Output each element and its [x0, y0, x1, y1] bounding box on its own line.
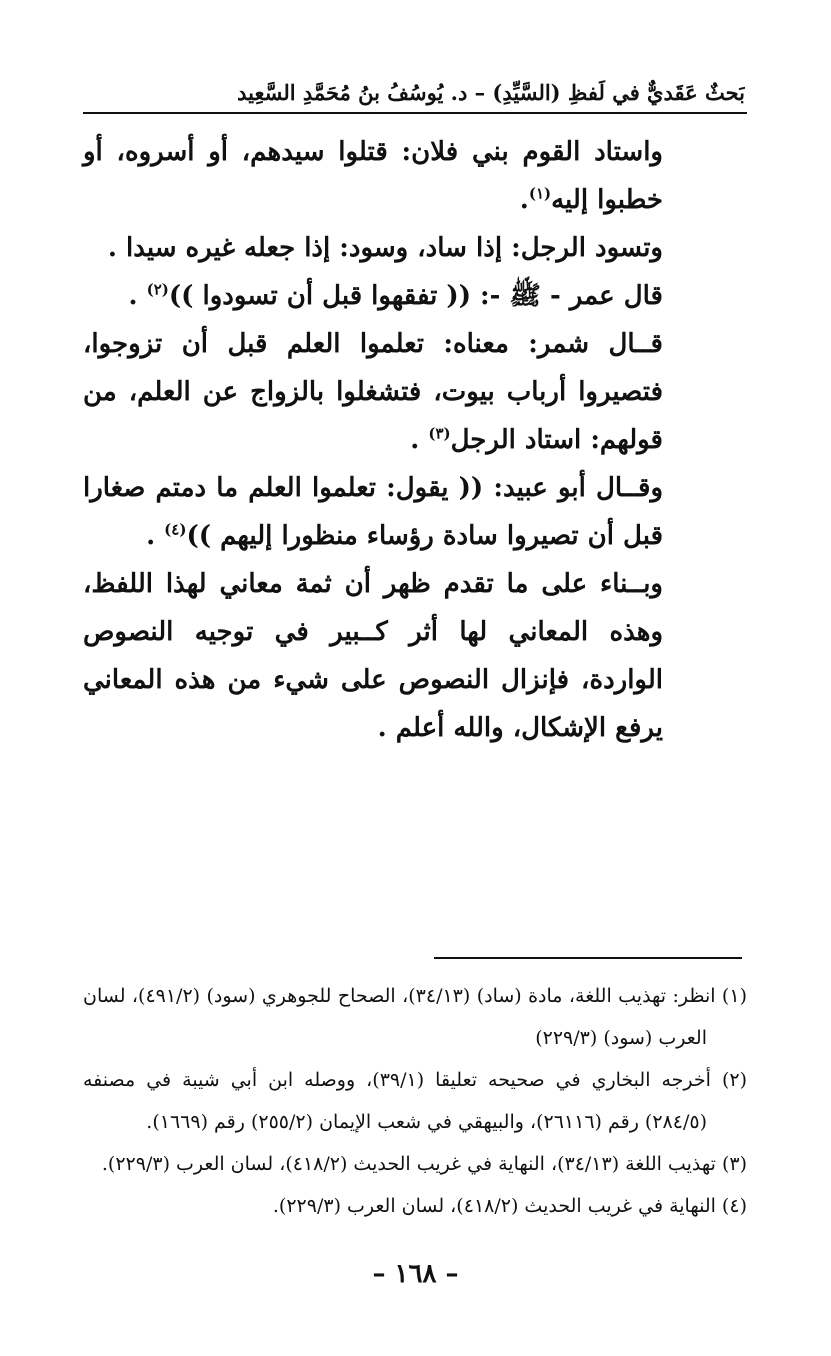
paragraph-2: وتسود الرجل: إذا ساد، وسود: إذا جعله غيره سيدا . — [107, 233, 663, 263]
paragraph-4-text: قــال شمر: معناه: تعلموا العلم قبل أن تزوجوا، فتصيروا أرباب بيوت، فتشغلوا بالزواج عن العلم، من قولهم: استاد الرجل — [83, 329, 663, 455]
body-text — [83, 128, 747, 752]
footnotes — [83, 975, 747, 1227]
paragraph-3-text: قال عمر - ﷺ -: (( تفقهوا قبل أن تسودوا )) — [168, 281, 663, 311]
footnote-ref-2: (٢) — [146, 280, 169, 299]
paragraph-5-text: وقــال أبو عبيد: (( يقول: تعلموا العلم ما دمتم صغارا قبل أن تصيروا سادة رؤساء منظورا إليهم )) — [83, 473, 663, 551]
footnote-4: (٤) النهاية في غريب الحديث (٤١٨/٢)، لسان العرب (٢٢٩/٣). — [272, 1195, 747, 1217]
footnote-2: (٢) أخرجه البخاري في صحيحه تعليقا (٣٩/١)، ووصله ابن أبي شيبة في مصنفه (٢٨٤/٥) رقم (٢٦١١٦)، والبيهقي في شعب الإيمان (٢٥٥/٢) رقم (١٦٦٩). — [83, 1069, 747, 1133]
footnote-1: (١) انظر: تهذيب اللغة، مادة (ساد) (٣٤/١٣)، الصحاح للجوهري (سود) (٤٩١/٢)، لسان العرب (سود) (٢٢٩/٣) — [83, 985, 747, 1049]
paragraph-4 — [83, 320, 747, 464]
footnote-ref-1: (١) — [528, 184, 552, 203]
paragraph-4-end: . — [410, 425, 429, 455]
footnote-3: (٣) تهذيب اللغة (٣٤/١٣)، النهاية في غريب الحديث (٤١٨/٢)، لسان العرب (٢٢٩/٣). — [101, 1153, 747, 1175]
paragraph-1 — [83, 128, 747, 224]
paragraph-1-end: . — [519, 185, 529, 215]
paragraph-3 — [83, 272, 747, 320]
paragraph-5 — [83, 464, 747, 560]
page-number: – ١٦٨ – — [372, 1259, 459, 1289]
running-header: بَحثٌ عَقَديٌّ في لَفظِ (السَّيِّدِ) – د. يُوسُفُ بنُ مُحَمَّدِ السَّعِيد — [237, 80, 745, 105]
header-rule — [83, 112, 747, 114]
paragraph-5-end: . — [146, 521, 165, 551]
footnote-rule — [434, 957, 742, 959]
paragraph-6: وبــناء على ما تقدم ظهر أن ثمة معاني لهذا اللفظ، وهذه المعاني لها أثر كــبير في توجيه النصوص الواردة، فإنزال النصوص على شيء من هذه المعاني يرفع الإشكال، والله أعلم . — [83, 569, 663, 743]
footnote-ref-3: (٣) — [428, 424, 451, 443]
paragraph-1-text: واستاد القوم بني فلان: قتلوا سيدهم، أو أسروه، أو خطبوا إليه — [83, 137, 663, 215]
footnote-ref-4: (٤) — [164, 520, 187, 539]
paragraph-3-end: . — [128, 281, 147, 311]
